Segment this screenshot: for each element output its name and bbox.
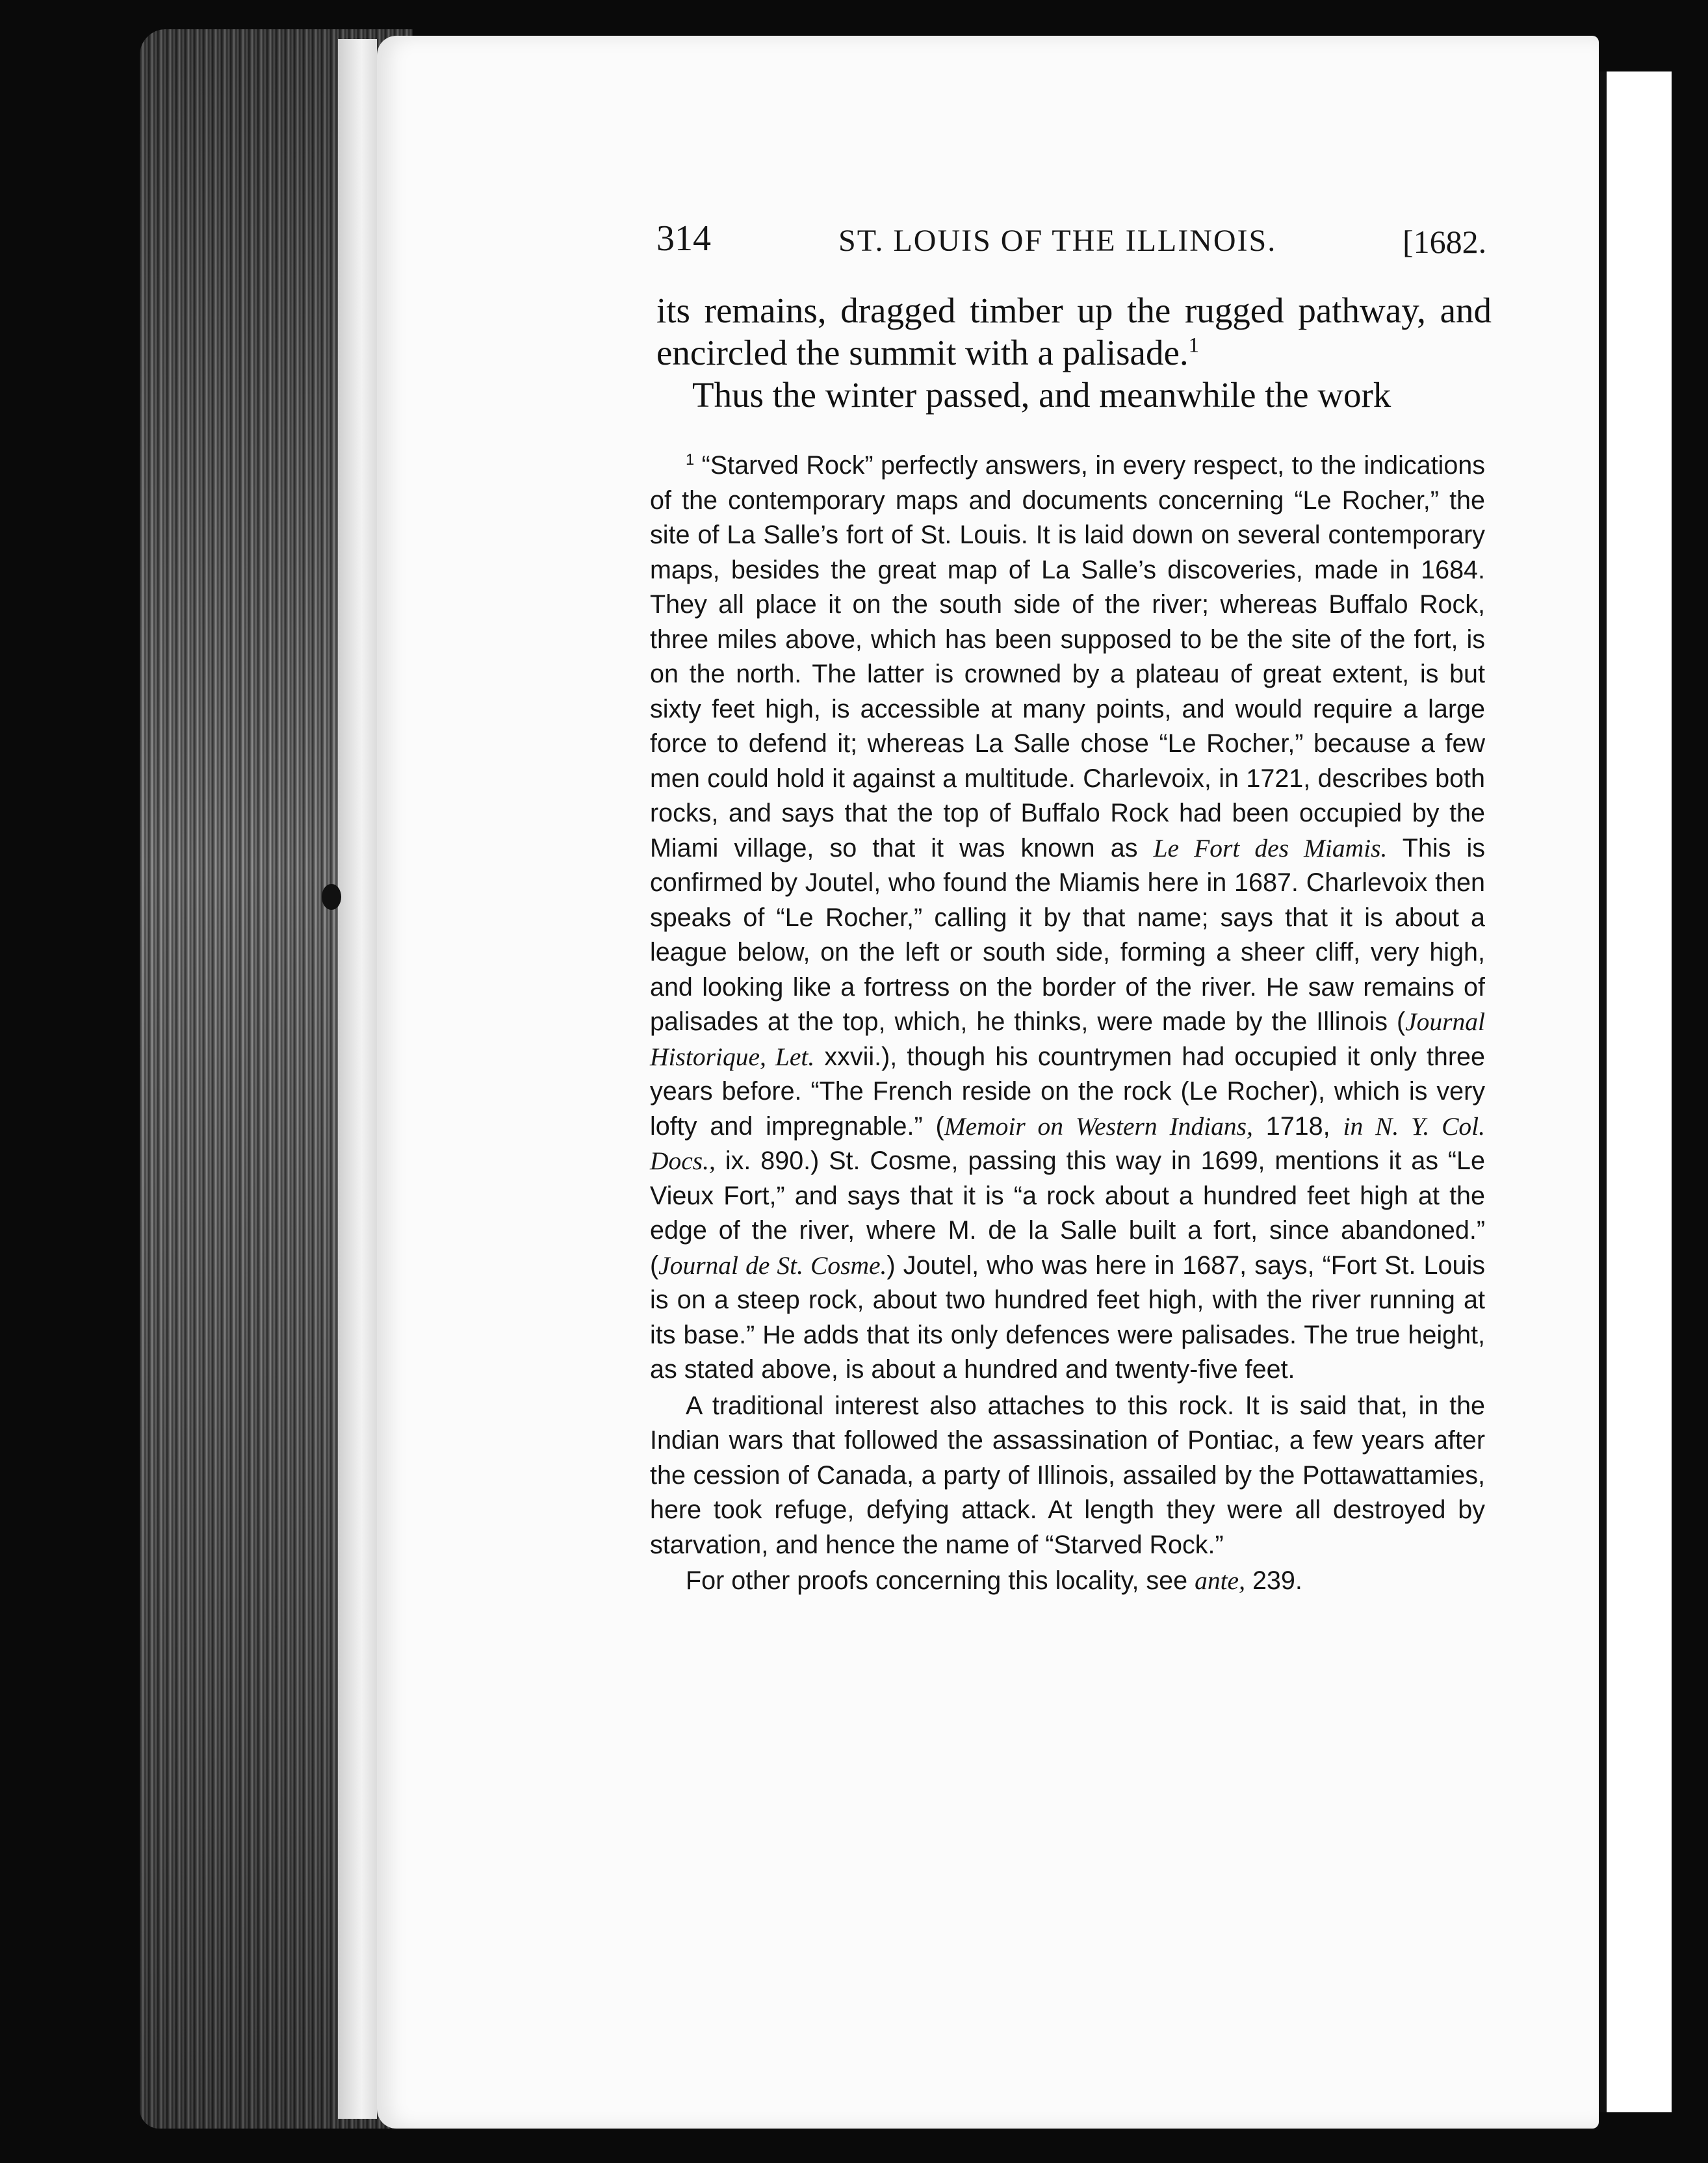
ink-blot [322,884,341,910]
main-text [656,289,1492,416]
footnote-paragraph-1: $^1$ “Starved Rock” perfectly answers, in every respect, to the indications of the contemporary maps and documents concerning “Le Rocher,” the site of La Salle’s fort of St. Louis. It is laid down on several contemporary maps, besides the great map of La Salle’s discoveries, made in 1684. They all place it on the south side of the river; whereas Buffalo Rock, three miles above, which has been supposed to be the site of the fort, is on the north. The latter is crowned by a plateau of great extent, is but sixty feet high, is accessible at many points, and would require a large force to defend it; whereas La Salle chose “Le Rocher,” because a few men could hold it against a multitude. Charlevoix, in 1721, describes both rocks, and says that the top of Buffalo Rock had been occupied by the Miami village, so that it was known as Le Fort des Miamis. This is confirmed by Joutel, who found the Miamis here in 1687. Charlevoix then speaks of “Le Rocher,” calling it by that name; says that it is about a league below, on the left or south side, forming a sheer cliff, very high, and looking like a fortress on the border of the river. He saw remains of palisades at the top, which, he thinks, were made by the Illinois (Journal Historique, Let. xxvii.), though his countrymen had occupied it only three years before. “The French reside on the rock (Le Rocher), which is very lofty and impregnable.” (Memoir on Western Indians, 1718, in N. Y. Col. Docs., ix. 890.) St. Cosme, passing this way in 1699, mentions it as “Le Vieux Fort,” and says that it is “a rock about a hundred feet high at the edge of the river, where M. de la Salle built a fort, since abandoned.” (Journal de St. Cosme.) Joutel, who was here in 1687, says, “Fort St. Louis is on a steep rock, about two hundred feet high, with the river running at its base.” He adds that its only defences were palisades. The true height, as stated above, is about a hundred and twenty-five feet. [650,451,1486,1384]
main-paragraph-1: its remains, dragged timber up the rugged pathway, and encircled the summit with a palisade.$^1$ [656,291,1492,372]
footnote-paragraph-3: For other proofs concerning this locality, see ante, 239. [686,1566,1302,1595]
footnote-paragraph-2: A traditional interest also attaches to this rock. It is said that, in the Indian wars that followed the assassination of Pontiac, a few years after the cession of Canada, a party of Illinois, assailed by the Pottawattamies, here took refuge, defying attack. At length they were all destroyed by starvation, and hence the name of “Starved Rock.” [650,1391,1485,1559]
main-paragraph-2: Thus the winter passed, and meanwhile the work [692,375,1391,415]
footnote-reference: 1 [1188,333,1200,357]
facing-page-strip [1599,71,1672,2112]
running-title: ST. LOUIS OF THE ILLINOIS. [838,224,1277,258]
footnote [650,448,1485,1599]
page-number: 314 [656,218,711,259]
page-header [656,218,1501,270]
header-year: [1682. [1403,224,1487,260]
page-edge-lip [338,39,377,2119]
footnote-marker: 1 [686,451,695,469]
